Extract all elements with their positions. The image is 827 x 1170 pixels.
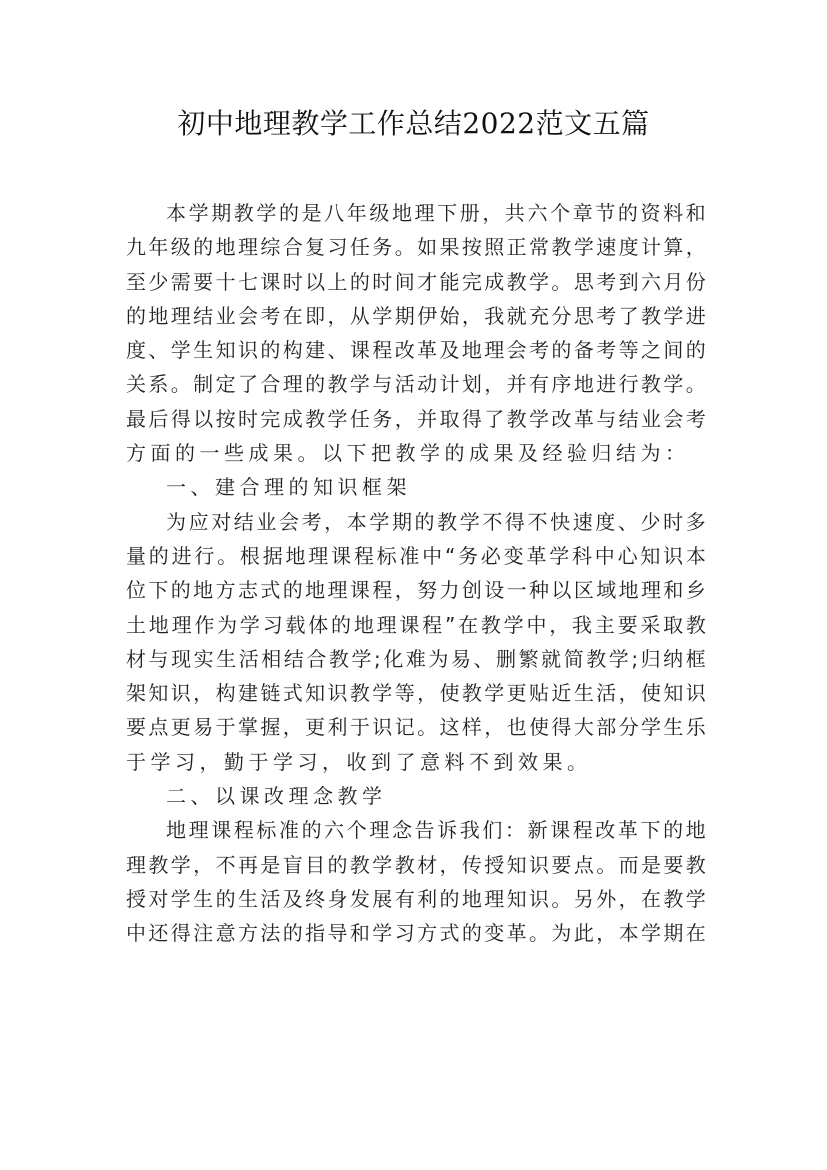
text-line: 为 应 对 结 业 会 考 ， 本 学 期 的 教 学 不 得 不 快 速 度 、 少 时 多: [166, 509, 706, 534]
text-line: 材 与 现 实 生 活 相 结 合 教 学 ; 化 难 为 易 、 删 繁 就 简 教 学 ; 归 纳 框: [126, 646, 706, 671]
text-line: 于学习，勤于学习，收到了意料不到效果。: [126, 749, 592, 774]
document-title: 初中地理教学工作总结2022范文五篇: [177, 107, 650, 140]
document-body: [126, 196, 706, 951]
text-line: 关 系 。 制 定 了 合 理 的 教 学 与 活 动 计 划 ， 并 有 序 地 进 行 教 学 。: [126, 372, 706, 397]
text-line: 的 地 理 结 业 会 考 在 即 ， 从 学 期 伊 始 ， 我 就 充 分 思 考 了 教 学 进: [126, 303, 706, 328]
text-line: 一、建合理的知识框架: [166, 475, 411, 500]
text-line: 地 理 课 程 标 准 的 六 个 理 念 告 诉 我 们 ： 新 课 程 改 革 下 的 地: [166, 818, 706, 843]
text-line: 九 年 级 的 地 理 综 合 复 习 任 务 。 如 果 按 照 正 常 教 学 速 度 计 算 ，: [126, 235, 706, 260]
text-line: 方面的一些成果。以下把教学的成果及经验归结为：: [126, 441, 690, 466]
text-line: 二、以课改理念教学: [166, 784, 387, 809]
text-line: 中 还 得 注 意 方 法 的 指 导 和 学 习 方 式 的 变 革 。 为 此 ， 本 学 期 在: [126, 921, 706, 946]
text-line: 架 知 识 ， 构 建 链 式 知 识 教 学 等 ， 使 教 学 更 贴 近 生 活 ， 使 知 识: [126, 681, 706, 706]
text-line: 理 教 学 ， 不 再 是 盲 目 的 教 学 教 材 ， 传 授 知 识 要 点 。 而 是 要 教: [126, 852, 706, 877]
text-line: 最 后 得 以 按 时 完 成 教 学 任 务 ， 并 取 得 了 教 学 改 革 与 结 业 会 考: [126, 406, 706, 431]
text-line: 至 少 需 要 十 七 课 时 以 上 的 时 间 才 能 完 成 教 学 。 思 考 到 六 月 份: [126, 269, 706, 294]
text-line: 本 学 期 教 学 的 是 八 年 级 地 理 下 册 ， 共 六 个 章 节 的 资 料 和: [166, 201, 706, 225]
text-line: 位 下 的 地 方 志 式 的 地 理 课 程 ， 努 力 创 设 一 种 以 区 域 地 理 和 乡: [126, 578, 706, 603]
text-line: 授 对 学 生 的 生 活 及 终 身 发 展 有 利 的 地 理 知 识 。 另 外 ， 在 教 学: [126, 886, 706, 911]
text-line: 量 的 进 行 。 根 据 地 理 课 程 标 准 中 “ 务 必 变 革 学 科 中 心 知 识 本: [126, 543, 706, 568]
text-line: 度 、 学 生 知 识 的 构 建 、 课 程 改 革 及 地 理 会 考 的 备 考 等 之 间 的: [126, 338, 706, 363]
text-line: 土 地 理 作 为 学 习 载 体 的 地 理 课 程 ” 在 教 学 中 ， 我 主 要 采 取 教: [126, 612, 706, 637]
text-line: 要 点 更 易 于 掌 握 ， 更 利 于 识 记 。 这 样 ， 也 使 得 大 部 分 学 生 乐: [126, 715, 706, 740]
